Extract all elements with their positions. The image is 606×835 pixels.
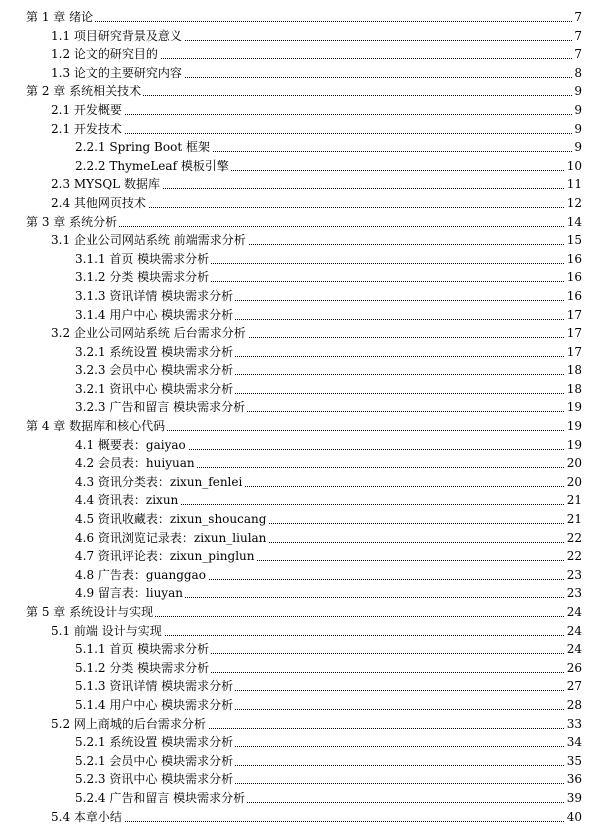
toc-page-number: 40	[565, 808, 582, 827]
toc-entry[interactable]	[0, 529, 606, 548]
toc-page-number: 23	[565, 566, 582, 585]
toc-entry-label: 2.2.2 ThymeLeaf 模板引擎	[75, 157, 231, 176]
toc-entry-label: 1.3 论文的主要研究内容	[51, 64, 184, 83]
toc-entry-label: 5.2.1 系统设置 模块需求分析	[75, 733, 235, 752]
table-of-contents	[0, 8, 606, 826]
toc-page-number: 17	[565, 324, 582, 343]
toc-page-number: 33	[565, 715, 582, 734]
toc-entry-label: 4.1 概要表：gaiyao	[75, 436, 188, 455]
toc-entry[interactable]	[0, 157, 606, 176]
toc-page-number: 9	[572, 120, 582, 139]
toc-page-number: 19	[565, 398, 582, 417]
toc-entry-label: 5.1.2 分类 模块需求分析	[75, 659, 211, 678]
toc-entry[interactable]	[0, 268, 606, 287]
toc-entry[interactable]	[0, 231, 606, 250]
toc-entry[interactable]	[0, 138, 606, 157]
toc-entry[interactable]	[0, 82, 606, 101]
toc-page-number: 34	[565, 733, 582, 752]
toc-entry[interactable]	[0, 194, 606, 213]
toc-entry[interactable]	[0, 213, 606, 232]
toc-entry[interactable]	[0, 603, 606, 622]
toc-page-number: 17	[565, 343, 582, 362]
toc-page-number: 12	[565, 194, 582, 213]
toc-page-number: 18	[565, 380, 582, 399]
toc-entry-label: 4.8 广告表：guanggao	[75, 566, 208, 585]
toc-dot-leader	[51, 821, 580, 822]
toc-page-number: 28	[565, 696, 582, 715]
toc-page-number: 23	[565, 584, 582, 603]
toc-entry[interactable]	[0, 659, 606, 678]
toc-entry[interactable]	[0, 510, 606, 529]
toc-entry-label: 第 2 章 系统相关技术	[26, 82, 143, 101]
toc-dot-leader	[51, 114, 580, 115]
toc-page-number: 7	[572, 8, 582, 27]
toc-page-number: 19	[565, 417, 582, 436]
toc-entry[interactable]	[0, 454, 606, 473]
toc-entry-label: 第 1 章 绪论	[26, 8, 95, 27]
toc-entry-label: 5.2.1 会员中心 模块需求分析	[75, 752, 235, 771]
toc-entry-label: 5.2.3 资讯中心 模块需求分析	[75, 770, 235, 789]
toc-entry[interactable]	[0, 64, 606, 83]
toc-entry-label: 5.1 前端 设计与实现	[51, 622, 164, 641]
toc-entry-label: 4.2 会员表：huiyuan	[75, 454, 197, 473]
toc-entry-label: 3.1.3 资讯详情 模块需求分析	[75, 287, 235, 306]
toc-entry-label: 5.2.4 广告和留言 模块需求分析	[75, 789, 247, 808]
toc-entry[interactable]	[0, 101, 606, 120]
toc-entry[interactable]	[0, 789, 606, 808]
toc-page-number: 18	[565, 361, 582, 380]
toc-entry[interactable]	[0, 808, 606, 827]
toc-entry[interactable]	[0, 622, 606, 641]
toc-entry-label: 4.4 资讯表：zixun	[75, 491, 180, 510]
toc-entry-label: 4.6 资讯浏览记录表：zixun_liulan	[75, 529, 268, 548]
toc-entry[interactable]	[0, 640, 606, 659]
toc-entry[interactable]	[0, 361, 606, 380]
toc-dot-leader	[51, 133, 580, 134]
toc-page-number: 14	[565, 213, 582, 232]
toc-entry[interactable]	[0, 306, 606, 325]
toc-entry-label: 3.2.1 资讯中心 模块需求分析	[75, 380, 235, 399]
toc-page-number: 20	[565, 454, 582, 473]
toc-page-number: 9	[572, 101, 582, 120]
toc-dot-leader	[26, 21, 580, 22]
toc-entry[interactable]	[0, 398, 606, 417]
toc-page-number: 27	[565, 677, 582, 696]
toc-page-number: 9	[572, 138, 582, 157]
toc-page-number: 22	[565, 547, 582, 566]
toc-entry-label: 5.1.3 资讯详情 模块需求分析	[75, 677, 235, 696]
toc-entry[interactable]	[0, 752, 606, 771]
toc-page-number: 16	[565, 268, 582, 287]
toc-entry-label: 5.1.1 首页 模块需求分析	[75, 640, 211, 659]
toc-entry[interactable]	[0, 715, 606, 734]
toc-page-number: 16	[565, 287, 582, 306]
toc-page-number: 21	[565, 510, 582, 529]
toc-page-number: 36	[565, 770, 582, 789]
toc-page-number: 8	[572, 64, 582, 83]
toc-entry[interactable]	[0, 547, 606, 566]
toc-entry[interactable]	[0, 175, 606, 194]
toc-page-number: 7	[572, 45, 582, 64]
toc-entry-label: 2.1 开发概要	[51, 101, 124, 120]
toc-entry[interactable]	[0, 417, 606, 436]
toc-entry[interactable]	[0, 696, 606, 715]
toc-page-number: 26	[565, 659, 582, 678]
toc-page-number: 15	[565, 231, 582, 250]
toc-entry-label: 4.3 资讯分类表：zixun_fenlei	[75, 473, 244, 492]
toc-page-number: 9	[572, 82, 582, 101]
toc-entry-label: 2.3 MYSQL 数据库	[51, 175, 162, 194]
toc-page-number: 24	[565, 622, 582, 641]
toc-entry[interactable]	[0, 250, 606, 269]
toc-entry-label: 2.1 开发技术	[51, 120, 124, 139]
toc-entry[interactable]	[0, 120, 606, 139]
toc-entry[interactable]	[0, 380, 606, 399]
toc-entry[interactable]	[0, 324, 606, 343]
toc-page-number: 22	[565, 529, 582, 548]
toc-page-number: 11	[565, 175, 582, 194]
toc-entry-label: 3.1.4 用户中心 模块需求分析	[75, 306, 235, 325]
toc-entry-label: 5.2 网上商城的后台需求分析	[51, 715, 208, 734]
toc-entry[interactable]	[0, 770, 606, 789]
toc-entry-label: 1.1 项目研究背景及意义	[51, 27, 184, 46]
toc-entry-label: 3.2.3 广告和留言 模块需求分析	[75, 398, 247, 417]
toc-entry[interactable]	[0, 677, 606, 696]
toc-page-number: 10	[565, 157, 582, 176]
toc-page-number: 24	[565, 603, 582, 622]
toc-entry[interactable]	[0, 27, 606, 46]
toc-page-number: 39	[565, 789, 582, 808]
toc-entry-label: 2.4 其他网页技术	[51, 194, 148, 213]
toc-page-number: 24	[565, 640, 582, 659]
toc-entry-label: 3.2 企业公司网站系统 后台需求分析	[51, 324, 248, 343]
toc-page-number: 16	[565, 250, 582, 269]
toc-entry-label: 第 3 章 系统分析	[26, 213, 119, 232]
toc-entry-label: 1.2 论文的研究目的	[51, 45, 160, 64]
toc-entry[interactable]	[0, 287, 606, 306]
toc-entry[interactable]	[0, 733, 606, 752]
toc-entry[interactable]	[0, 491, 606, 510]
toc-page-number: 21	[565, 491, 582, 510]
toc-entry-label: 4.5 资讯收藏表：zixun_shoucang	[75, 510, 268, 529]
toc-page-number: 17	[565, 306, 582, 325]
toc-entry[interactable]	[0, 45, 606, 64]
toc-entry-label: 3.1 企业公司网站系统 前端需求分析	[51, 231, 248, 250]
toc-page-number: 19	[565, 436, 582, 455]
toc-entry[interactable]	[0, 8, 606, 27]
toc-entry-label: 4.7 资讯评论表：zixun_pinglun	[75, 547, 257, 566]
toc-entry-label: 第 5 章 系统设计与实现	[26, 603, 155, 622]
toc-entry[interactable]	[0, 566, 606, 585]
toc-entry-label: 第 4 章 数据库和核心代码	[26, 417, 167, 436]
toc-entry-label: 3.1.2 分类 模块需求分析	[75, 268, 211, 287]
toc-page-number: 7	[572, 27, 582, 46]
toc-entry-label: 5.1.4 用户中心 模块需求分析	[75, 696, 235, 715]
toc-entry-label: 5.4 本章小结	[51, 808, 124, 827]
toc-entry[interactable]	[0, 473, 606, 492]
toc-entry-label: 3.1.1 首页 模块需求分析	[75, 250, 211, 269]
toc-entry-label: 2.2.1 Spring Boot 框架	[75, 138, 212, 157]
toc-page-number: 20	[565, 473, 582, 492]
toc-entry[interactable]	[0, 343, 606, 362]
toc-entry[interactable]	[0, 584, 606, 603]
toc-entry[interactable]	[0, 436, 606, 455]
toc-entry-label: 3.2.1 系统设置 模块需求分析	[75, 343, 235, 362]
toc-entry-label: 4.9 留言表：liuyan	[75, 584, 185, 603]
toc-page-number: 35	[565, 752, 582, 771]
toc-entry-label: 3.2.3 会员中心 模块需求分析	[75, 361, 235, 380]
